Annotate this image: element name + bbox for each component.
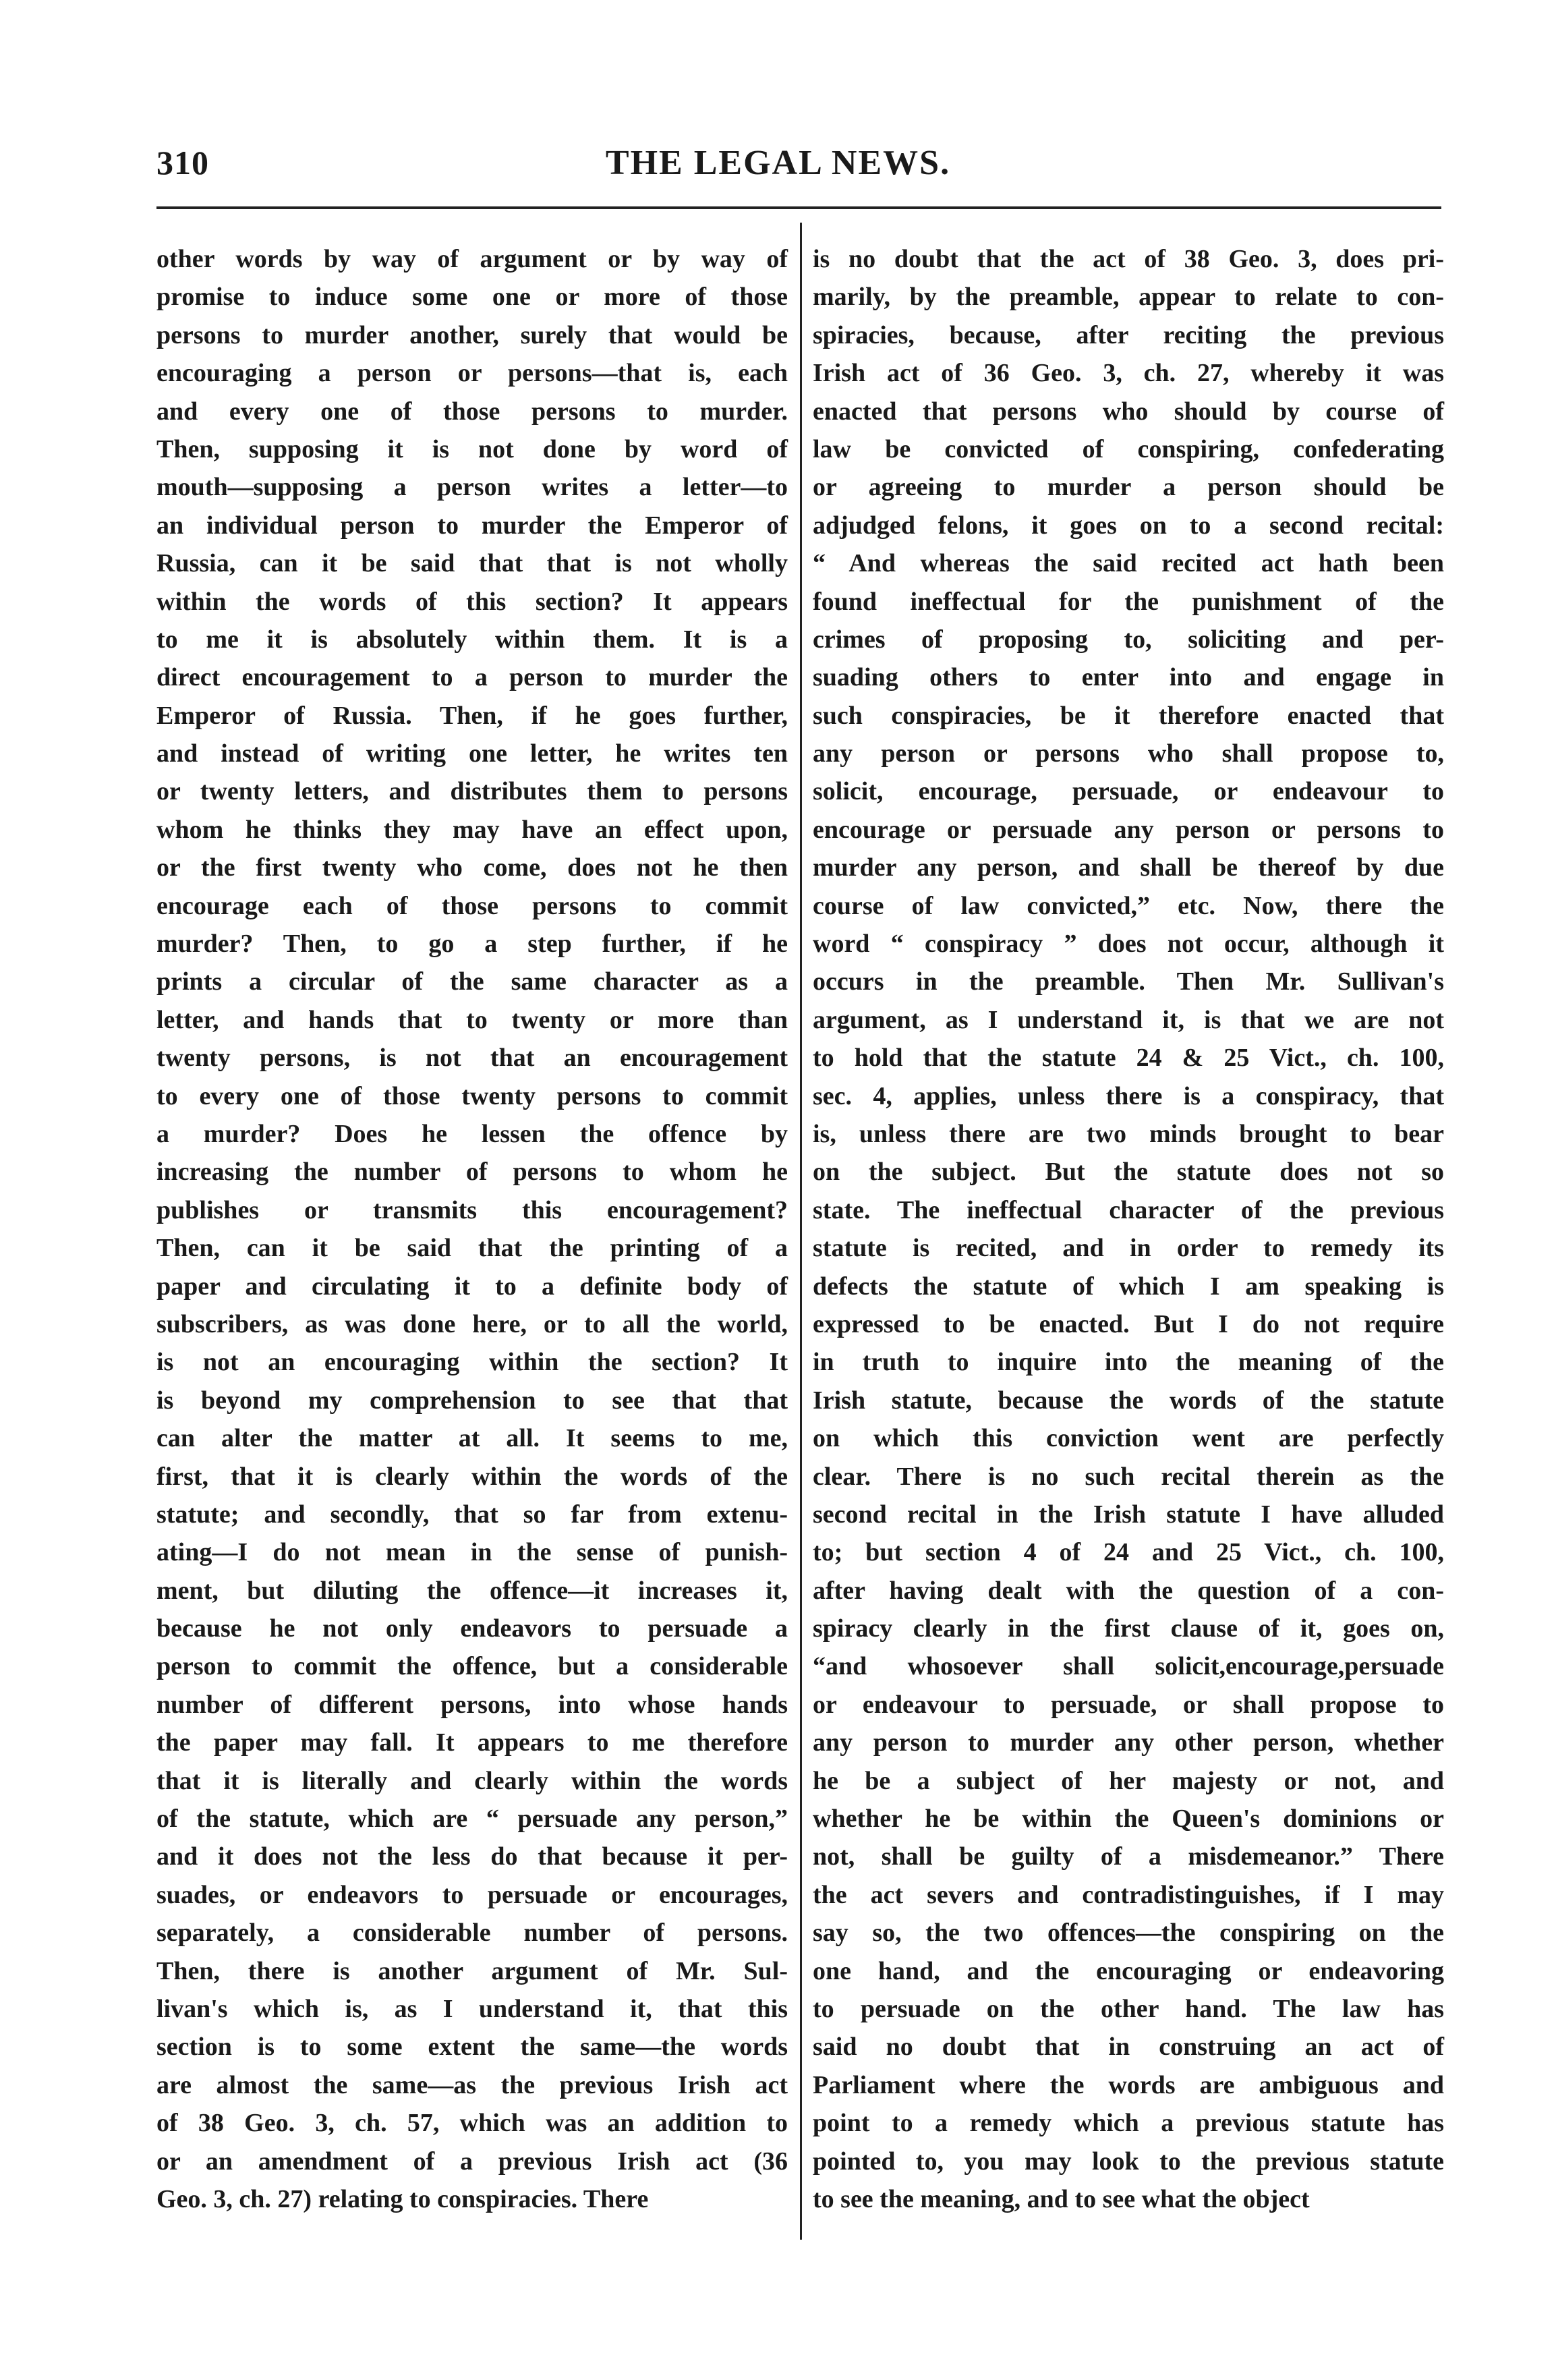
text-line: in truth to inquire into the meaning of the <box>813 1348 1444 1377</box>
text-line: the act severs and contradistinguishes, if I may <box>813 1880 1444 1909</box>
text-line: on the subject. But the statute does not so <box>813 1158 1444 1187</box>
text-line: argument, as I understand it, is that we are not <box>813 1005 1444 1034</box>
text-line: twenty persons, is not that an encouragement <box>156 1044 788 1073</box>
text-line: within the words of this section? It appears <box>156 587 788 616</box>
text-line: the paper may fall. It appears to me therefore <box>156 1728 788 1757</box>
text-line: to me it is absolutely within them. It is a <box>156 625 788 654</box>
text-line: “ And whereas the said recited act hath been <box>813 549 1444 578</box>
text-line: encouraging a person or persons—that is, each <box>156 359 788 388</box>
text-line: “and whosoever shall solicit,encourage,persuade <box>813 1652 1444 1681</box>
text-line: law be convicted of conspiring, confederating <box>813 434 1444 463</box>
text-line: Irish statute, because the words of the statute <box>813 1386 1444 1415</box>
text-line: Then, can it be said that the printing of a <box>156 1234 788 1263</box>
text-line: separately, a considerable number of persons. <box>156 1919 788 1948</box>
text-line: of the statute, which are “ persuade any person,” <box>156 1805 788 1834</box>
text-line: and every one of those persons to murder. <box>156 397 788 426</box>
text-line: whom he thinks they may have an effect upon, <box>156 815 788 844</box>
text-line: adjudged felons, it goes on to a second recital: <box>813 511 1444 540</box>
text-line: section is to some extent the same—the words <box>156 2033 788 2062</box>
text-line: word “ conspiracy ” does not occur, although it <box>813 930 1444 959</box>
text-line: to see the meaning, and to see what the object <box>813 2184 1310 2213</box>
left-column <box>156 240 788 2218</box>
text-line: statute is recited, and in order to remedy its <box>813 1234 1444 1263</box>
text-line: to every one of those twenty persons to commit <box>156 1081 788 1110</box>
text-line: person to commit the offence, but a considerable <box>156 1652 788 1681</box>
text-line: or the first twenty who come, does not he then <box>156 853 788 882</box>
text-line: expressed to be enacted. But I do not require <box>813 1309 1444 1338</box>
text-line: are almost the same—as the previous Irish act <box>156 2070 788 2099</box>
text-line: say so, the two offences—the conspiring on the <box>813 1919 1444 1948</box>
text-line: paper and circulating it to a definite body of <box>156 1272 788 1301</box>
text-line: second recital in the Irish statute I have alluded <box>813 1500 1444 1529</box>
page-number: 310 <box>156 144 209 181</box>
text-line: persons to murder another, surely that would be <box>156 320 788 349</box>
text-line: or agreeing to murder a person should be <box>813 473 1444 502</box>
text-line: can alter the matter at all. It seems to me, <box>156 1424 788 1453</box>
text-line: said no doubt that in construing an act of <box>813 2033 1444 2062</box>
text-line: spiracies, because, after reciting the previous <box>813 320 1444 349</box>
text-line: ating—I do not mean in the sense of punish- <box>156 1538 788 1567</box>
text-line: subscribers, as was done here, or to all the world, <box>156 1309 788 1338</box>
text-line: and it does not the less do that because it per- <box>156 1842 788 1871</box>
text-line: is, unless there are two minds brought to bear <box>813 1119 1444 1148</box>
text-line: crimes of proposing to, soliciting and per- <box>813 625 1444 654</box>
text-line: clear. There is no such recital therein as the <box>813 1462 1444 1491</box>
text-line: a murder? Does he lessen the offence by <box>156 1119 788 1148</box>
text-line: prints a circular of the same character as a <box>156 967 788 996</box>
text-line: mouth—supposing a person writes a letter—to <box>156 473 788 502</box>
text-line: livan's which is, as I understand it, that this <box>156 1994 788 2023</box>
text-line: Parliament where the words are ambiguous and <box>813 2070 1444 2099</box>
text-line: such conspiracies, be it therefore enacted that <box>813 701 1444 730</box>
text-line: pointed to, you may look to the previous statute <box>813 2147 1444 2176</box>
text-line: increasing the number of persons to whom he <box>156 1158 788 1187</box>
text-line: encourage or persuade any person or persons to <box>813 815 1444 844</box>
text-line: to hold that the statute 24 & 25 Vict., ch. 100, <box>813 1044 1444 1073</box>
text-line: publishes or transmits this encouragement? <box>156 1195 788 1224</box>
column-divider <box>800 223 802 2240</box>
text-line: murder? Then, to go a step further, if he <box>156 930 788 959</box>
text-line: spiracy clearly in the first clause of it, goes on, <box>813 1614 1444 1643</box>
text-line: Then, there is another argument of Mr. Sul- <box>156 1956 788 1985</box>
text-line: is beyond my comprehension to see that that <box>156 1386 788 1415</box>
text-line: on which this conviction went are perfectly <box>813 1424 1444 1453</box>
text-line: encourage each of those persons to commit <box>156 891 788 920</box>
text-line: murder any person, and shall be thereof by due <box>813 853 1444 882</box>
text-line: of 38 Geo. 3, ch. 57, which was an addition to <box>156 2109 788 2138</box>
text-line: an individual person to murder the Emperor of <box>156 511 788 540</box>
text-line: to persuade on the other hand. The law has <box>813 1994 1444 2023</box>
text-line: suades, or endeavors to persuade or encourages, <box>156 1880 788 1909</box>
text-line: to; but section 4 of 24 and 25 Vict., ch. 100, <box>813 1538 1444 1567</box>
text-line: point to a remedy which a previous statute has <box>813 2109 1444 2138</box>
text-line: Russia, can it be said that that is not wholly <box>156 549 788 578</box>
text-line: solicit, encourage, persuade, or endeavour to <box>813 777 1444 806</box>
text-line: Then, supposing it is not done by word of <box>156 434 788 463</box>
right-column <box>813 240 1444 2218</box>
text-line: defects the statute of which I am speaking is <box>813 1272 1444 1301</box>
text-line: other words by way of argument or by way of <box>156 245 788 273</box>
text-line: after having dealt with the question of a con- <box>813 1576 1444 1605</box>
text-line: promise to induce some one or more of those <box>156 283 788 312</box>
text-line: that it is literally and clearly within the words <box>156 1766 788 1795</box>
text-line: he be a subject of her majesty or not, and <box>813 1766 1444 1795</box>
text-line: direct encouragement to a person to murder the <box>156 663 788 692</box>
text-line: or endeavour to persuade, or shall propose to <box>813 1690 1444 1719</box>
text-line: and instead of writing one letter, he writes ten <box>156 739 788 768</box>
text-line: letter, and hands that to twenty or more than <box>156 1005 788 1034</box>
text-line: sec. 4, applies, unless there is a conspiracy, that <box>813 1081 1444 1110</box>
text-line: suading others to enter into and engage in <box>813 663 1444 692</box>
text-line: one hand, and the encouraging or endeavoring <box>813 1956 1444 1985</box>
text-line: any person or persons who shall propose to, <box>813 739 1444 768</box>
running-head-title: THE LEGAL NEWS. <box>605 144 951 182</box>
text-line: any person to murder any other person, whether <box>813 1728 1444 1757</box>
text-line: statute; and secondly, that so far from extenu- <box>156 1500 788 1529</box>
header-rule <box>156 206 1441 209</box>
text-line: or twenty letters, and distributes them to persons <box>156 777 788 806</box>
text-line: ment, but diluting the offence—it increases it, <box>156 1576 788 1605</box>
text-line: Geo. 3, ch. 27) relating to conspiracies. There <box>156 2184 649 2213</box>
text-line: marily, by the preamble, appear to relate to con- <box>813 283 1444 312</box>
text-line: number of different persons, into whose hands <box>156 1690 788 1719</box>
text-line: whether he be within the Queen's dominions or <box>813 1805 1444 1834</box>
text-line: not, shall be guilty of a misdemeanor.” There <box>813 1842 1444 1871</box>
text-line: is not an encouraging within the section? It <box>156 1348 788 1377</box>
text-line: Irish act of 36 Geo. 3, ch. 27, whereby it was <box>813 359 1444 388</box>
text-line: Emperor of Russia. Then, if he goes further, <box>156 701 788 730</box>
text-line: is no doubt that the act of 38 Geo. 3, does pri- <box>813 245 1444 273</box>
text-line: because he not only endeavors to persuade a <box>156 1614 788 1643</box>
text-line: occurs in the preamble. Then Mr. Sullivan's <box>813 967 1444 996</box>
text-line: course of law convicted,” etc. Now, there the <box>813 891 1444 920</box>
text-line: first, that it is clearly within the words of the <box>156 1462 788 1491</box>
text-line: state. The ineffectual character of the previous <box>813 1195 1444 1224</box>
text-line: enacted that persons who should by course of <box>813 397 1444 426</box>
text-line: or an amendment of a previous Irish act (36 <box>156 2147 788 2176</box>
text-line: found ineffectual for the punishment of the <box>813 587 1444 616</box>
